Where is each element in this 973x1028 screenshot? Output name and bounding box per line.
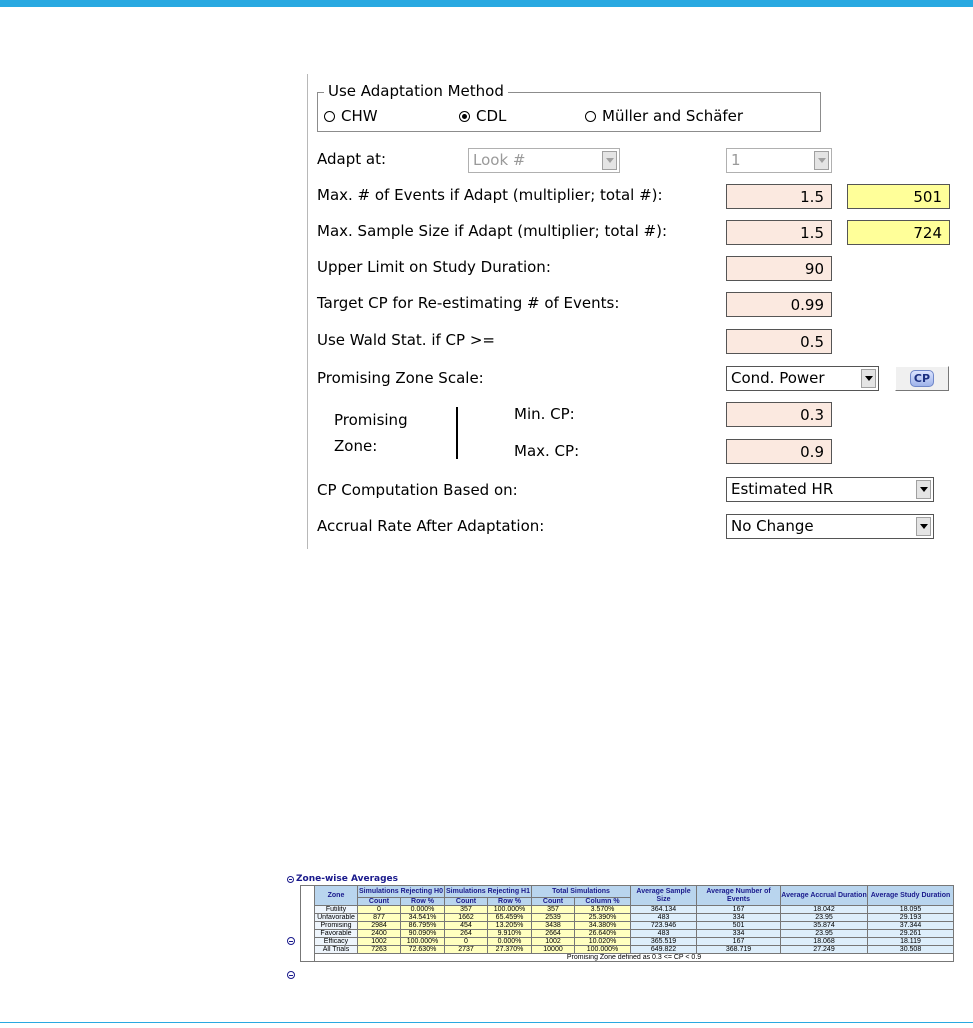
cp-based-select-value: Estimated HR (731, 480, 834, 498)
table-cell: 13.205% (488, 922, 532, 930)
table-cell: 29.261 (868, 930, 954, 938)
adaptation-method-group (317, 82, 821, 132)
zone-wise-table (300, 885, 954, 962)
promising-scale-select-value: Cond. Power (731, 369, 825, 387)
max-cp-field[interactable] (726, 439, 832, 464)
target-cp-label: Target CP for Re-estimating # of Events: (317, 294, 620, 312)
accrual-label: Accrual Rate After Adaptation: (317, 517, 545, 535)
header-column-pct: Column % (575, 898, 631, 906)
header-row-pct: Row % (488, 898, 532, 906)
table-cell: 26.640% (575, 930, 631, 938)
table-cell: 27.249 (781, 946, 868, 954)
table-cell: 29.193 (868, 914, 954, 922)
table-cell: 334 (697, 914, 781, 922)
radio-chw-label: CHW (341, 107, 378, 125)
table-cell: 167 (697, 938, 781, 946)
max-sample-label: Max. Sample Size if Adapt (multiplier; total #): (317, 222, 668, 240)
table-cell: 2737 (445, 946, 488, 954)
table-row (301, 930, 954, 938)
table-cell: 2984 (358, 922, 401, 930)
chevron-down-icon[interactable] (602, 151, 617, 170)
zone-wise-body (301, 906, 954, 954)
table-cell: 264 (445, 930, 488, 938)
table-cell: 23.95 (781, 930, 868, 938)
table-cell: 501 (697, 922, 781, 930)
promising-zone-separator (456, 407, 458, 459)
table-row (301, 946, 954, 954)
adaptation-method-title: Use Adaptation Method (324, 82, 508, 101)
header-rejecting-h1: Simulations Rejecting H1 (445, 886, 532, 898)
table-cell: 357 (445, 906, 488, 914)
table-row (301, 906, 954, 914)
header-count: Count (532, 898, 575, 906)
row-spacer (301, 922, 315, 930)
header-rejecting-h0: Simulations Rejecting H0 (358, 886, 445, 898)
table-cell: 1662 (445, 914, 488, 922)
min-cp-field[interactable] (726, 402, 832, 427)
zone-name-cell: Efficacy (315, 938, 358, 946)
cp-based-select[interactable] (726, 477, 934, 502)
table-cell: 18.095 (868, 906, 954, 914)
wald-label: Use Wald Stat. if CP >= (317, 331, 495, 349)
max-events-multiplier-field[interactable] (726, 184, 832, 209)
table-cell: 483 (631, 914, 697, 922)
collapse-icon[interactable] (287, 876, 294, 883)
table-cell: 72.630% (401, 946, 445, 954)
row-spacer (301, 914, 315, 922)
max-events-total-field[interactable] (847, 184, 950, 209)
target-cp-field[interactable] (726, 292, 832, 317)
promising-scale-select[interactable] (726, 366, 879, 391)
table-cell: 0 (445, 938, 488, 946)
zone-footer-note: Promising Zone defined as 0.3 <= CP < 0.9 (315, 954, 954, 962)
top-accent-bar (0, 0, 973, 7)
footer-spacer (301, 954, 315, 962)
table-row (301, 938, 954, 946)
table-cell: 10.020% (575, 938, 631, 946)
table-cell: 334 (697, 930, 781, 938)
adaptation-panel (307, 74, 957, 549)
table-cell: 357 (532, 906, 575, 914)
table-cell: 2400 (358, 930, 401, 938)
header-total-simulations: Total Simulations (532, 886, 631, 898)
table-cell: 167 (697, 906, 781, 914)
adapt-look-select-value: 1 (731, 151, 741, 169)
accrual-select[interactable] (726, 514, 934, 539)
table-cell: 0.000% (488, 938, 532, 946)
table-cell: 1002 (532, 938, 575, 946)
row-spacer (301, 930, 315, 938)
table-cell: 35.874 (781, 922, 868, 930)
max-sample-multiplier-field[interactable] (726, 220, 832, 245)
row-spacer (301, 946, 315, 954)
radio-cdl-label: CDL (476, 107, 507, 125)
header-avg-accrual: Average Accrual Duration (781, 886, 868, 906)
table-cell: 723.946 (631, 922, 697, 930)
upper-limit-field[interactable] (726, 256, 832, 281)
adapt-at-select-value: Look # (473, 151, 526, 169)
zone-name-cell: Favorable (315, 930, 358, 938)
table-cell: 483 (631, 930, 697, 938)
table-cell: 90.090% (401, 930, 445, 938)
table-cell: 10000 (532, 946, 575, 954)
header-avg-study: Average Study Duration (868, 886, 954, 906)
wald-field[interactable] (726, 329, 832, 354)
zone-name-cell: Promising (315, 922, 358, 930)
radio-chw-circle[interactable] (324, 111, 335, 122)
chevron-down-icon[interactable] (916, 480, 931, 499)
table-cell: 364.134 (631, 906, 697, 914)
table-cell: 368.719 (697, 946, 781, 954)
header-count: Count (445, 898, 488, 906)
promising-zone-label-2: Zone: (334, 437, 378, 455)
radio-chw[interactable] (324, 107, 378, 125)
bottom-accent-line (0, 1022, 973, 1023)
table-cell: 365.519 (631, 938, 697, 946)
table-cell: 27.370% (488, 946, 532, 954)
table-cell: 9.910% (488, 930, 532, 938)
radio-muller-schafer[interactable] (585, 107, 743, 125)
table-row (301, 914, 954, 922)
zone-name-cell: All Trials (315, 946, 358, 954)
row-spacer (301, 938, 315, 946)
header-count: Count (358, 898, 401, 906)
adapt-look-select[interactable] (726, 148, 832, 173)
accrual-select-value: No Change (731, 517, 814, 535)
header-zone: Zone (315, 886, 358, 906)
chevron-down-icon[interactable] (814, 151, 829, 170)
table-cell: 3.570% (575, 906, 631, 914)
table-cell: 100.000% (401, 938, 445, 946)
radio-muller-schafer-circle[interactable] (585, 111, 596, 122)
table-cell: 1002 (358, 938, 401, 946)
cp-button[interactable] (895, 366, 949, 391)
max-sample-total-field[interactable] (847, 220, 950, 245)
header-avg-sample-size: Average Sample Size (631, 886, 697, 906)
radio-muller-schafer-label: Müller and Schäfer (602, 107, 744, 125)
table-cell: 18.119 (868, 938, 954, 946)
table-corner (301, 886, 315, 906)
table-cell: 100.000% (575, 946, 631, 954)
cp-button-label: CP (910, 370, 934, 387)
zone-wise-title[interactable] (287, 874, 398, 884)
table-cell: 3438 (532, 922, 575, 930)
adapt-at-select[interactable] (468, 148, 620, 173)
max-events-label: Max. # of Events if Adapt (multiplier; total #): (317, 186, 663, 204)
row-spacer (301, 906, 315, 914)
table-cell: 7263 (358, 946, 401, 954)
table-cell: 649.822 (631, 946, 697, 954)
min-cp-label: Min. CP: (514, 405, 575, 423)
table-cell: 2539 (532, 914, 575, 922)
table-cell: 34.541% (401, 914, 445, 922)
table-cell: 30.508 (868, 946, 954, 954)
zone-name-cell: Unfavorable (315, 914, 358, 922)
table-cell: 0 (358, 906, 401, 914)
header-row-pct: Row % (401, 898, 445, 906)
table-cell: 34.380% (575, 922, 631, 930)
upper-limit-label: Upper Limit on Study Duration: (317, 258, 551, 276)
radio-cdl-circle[interactable] (459, 111, 470, 122)
zone-name-cell: Futility (315, 906, 358, 914)
table-cell: 100.000% (488, 906, 532, 914)
chevron-down-icon[interactable] (861, 369, 876, 388)
table-cell: 25.390% (575, 914, 631, 922)
table-cell: 23.95 (781, 914, 868, 922)
zone-wise-title-text: Zone-wise Averages (296, 874, 398, 884)
table-cell: 2664 (532, 930, 575, 938)
cp-based-label: CP Computation Based on: (317, 481, 518, 499)
radio-cdl[interactable] (459, 107, 506, 125)
table-cell: 0.000% (401, 906, 445, 914)
table-cell: 18.042 (781, 906, 868, 914)
panel-divider (307, 74, 308, 549)
table-cell: 877 (358, 914, 401, 922)
header-avg-events: Average Number of Events (697, 886, 781, 906)
collapse-icon[interactable] (287, 971, 295, 979)
table-cell: 37.344 (868, 922, 954, 930)
max-cp-label: Max. CP: (514, 442, 580, 460)
promising-scale-label: Promising Zone Scale: (317, 369, 484, 387)
table-cell: 65.459% (488, 914, 532, 922)
table-cell: 18.068 (781, 938, 868, 946)
adapt-at-label: Adapt at: (317, 150, 387, 168)
table-cell: 86.795% (401, 922, 445, 930)
chevron-down-icon[interactable] (916, 517, 931, 536)
promising-zone-label: Promising (334, 411, 408, 429)
collapse-icon[interactable] (287, 937, 295, 945)
table-row (301, 922, 954, 930)
table-cell: 454 (445, 922, 488, 930)
